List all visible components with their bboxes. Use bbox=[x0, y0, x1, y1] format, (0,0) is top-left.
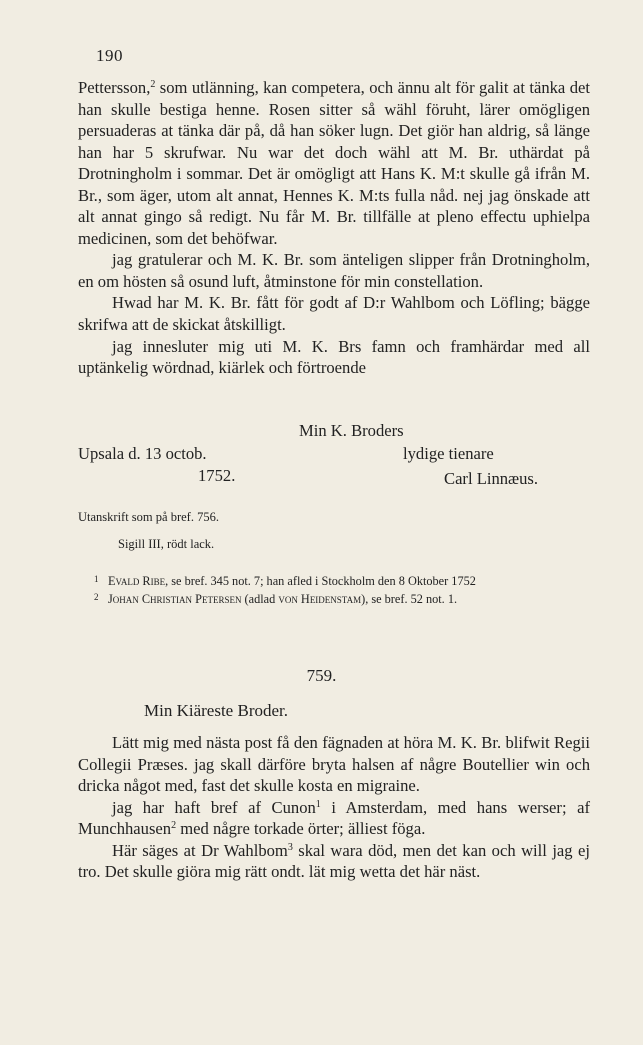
place-date: Upsala d. 13 octob. bbox=[78, 444, 207, 463]
address-note: Utanskrift som på bref. 756. bbox=[78, 510, 219, 524]
footnote-text: ), se bref. 52 not. 1. bbox=[361, 592, 458, 606]
footnote-ref: 2 bbox=[150, 79, 156, 90]
text-run: i Amsterdam, med hans werser; af Munchhausen bbox=[78, 797, 590, 839]
footnote-ref: 1 bbox=[315, 798, 321, 810]
paragraph bbox=[78, 797, 590, 840]
footnote-number: 1 bbox=[94, 574, 99, 584]
text-run: som utlänning, kan competera, och ännu alt för galit at tänka det han skulle bestiga henne. Rosen sitter så wähl föruht, lärer omögligen persuaderas at tänka där på, då han söker lugn. Det giör han aldrig, så länge han har 5 skrufwar. Nu war det doch wähl att M. Br. uthärdat på Drotningholm i sommar. Det är omögligt att Hans K. M:t skulle gå ifrån M. Br., som äger, utom alt annat, Hennes K. M:ts fulla nåd. nej jag önskade att alt annat gingo så redigt. Nu får M. Br. tillfälle at pleno effectu uphielpa medicinen, som det behöfwar. bbox=[78, 78, 590, 248]
footnote-number: 2 bbox=[94, 592, 99, 602]
text-run: med någre torkade örter; älliest föga. bbox=[176, 819, 426, 839]
footnote-text: (adlad bbox=[241, 592, 279, 606]
paragraph bbox=[78, 732, 590, 797]
letter-salutation: Min Kiäreste Broder. bbox=[144, 701, 288, 720]
text-run: skal wara död, men det kan och will jag ej tro. Det skulle giöra mig rätt ondt. lät mig wetta det här näst. bbox=[78, 840, 590, 882]
seal-note: Sigill III, rödt lack. bbox=[118, 537, 215, 551]
signature: Carl Linnæus. bbox=[444, 469, 539, 488]
text-run: jag har haft bref af Cunon bbox=[112, 797, 316, 817]
text-run: Hwad har M. K. Br. fått för godt af D:r Wahlbom och Löfling; bägge skrifwa att de skickat åtskilligt. bbox=[78, 293, 590, 335]
footnote-name: Johan Christian Petersen bbox=[108, 592, 242, 606]
paragraph bbox=[78, 840, 590, 883]
page-number: 190 bbox=[96, 46, 123, 65]
text-run: Lätt mig med nästa post få den fägnaden at höra M. K. Br. blifwit Regii Collegii Præses. jag skall därföre bryta halsen af någre Boutellier win och dricka något med, fast det skulle kosta en migraine. bbox=[78, 733, 590, 796]
text-run: Här säges at Dr Wahlbom bbox=[112, 840, 288, 860]
footnote-name: Evald Ribe bbox=[108, 574, 166, 588]
footnote bbox=[94, 572, 608, 590]
letter-758-body bbox=[78, 77, 590, 379]
letter-number: 759. bbox=[306, 666, 337, 685]
text-run: jag gratulerar och M. K. Br. som änteligen slipper från Drotningholm, en om hösten så osund luft, åtminstone för min constellation. bbox=[78, 250, 590, 291]
footnote-ref: 3 bbox=[287, 841, 293, 853]
text-run: Pettersson, bbox=[78, 78, 151, 97]
letter-759-body bbox=[78, 732, 590, 883]
footnote-name: von Heidenstam bbox=[278, 592, 362, 606]
paragraph bbox=[78, 292, 590, 335]
closing-servant: lydige tienare bbox=[403, 444, 494, 463]
paragraph bbox=[78, 77, 590, 249]
year: 1752. bbox=[198, 466, 236, 485]
footnote-ref: 2 bbox=[171, 820, 177, 832]
paragraph bbox=[78, 249, 590, 292]
closing-salutation: Min K. Broders bbox=[299, 421, 404, 440]
footnote-text: , se bref. 345 not. 7; han afled i Stockholm den 8 Oktober 1752 bbox=[165, 574, 476, 588]
text-run: jag innesluter mig uti M. K. Brs famn och framhärdar med all uptänkelig wördnad, kiärlek och förtroende bbox=[78, 336, 590, 378]
footnote bbox=[94, 590, 608, 608]
paragraph bbox=[78, 336, 590, 379]
